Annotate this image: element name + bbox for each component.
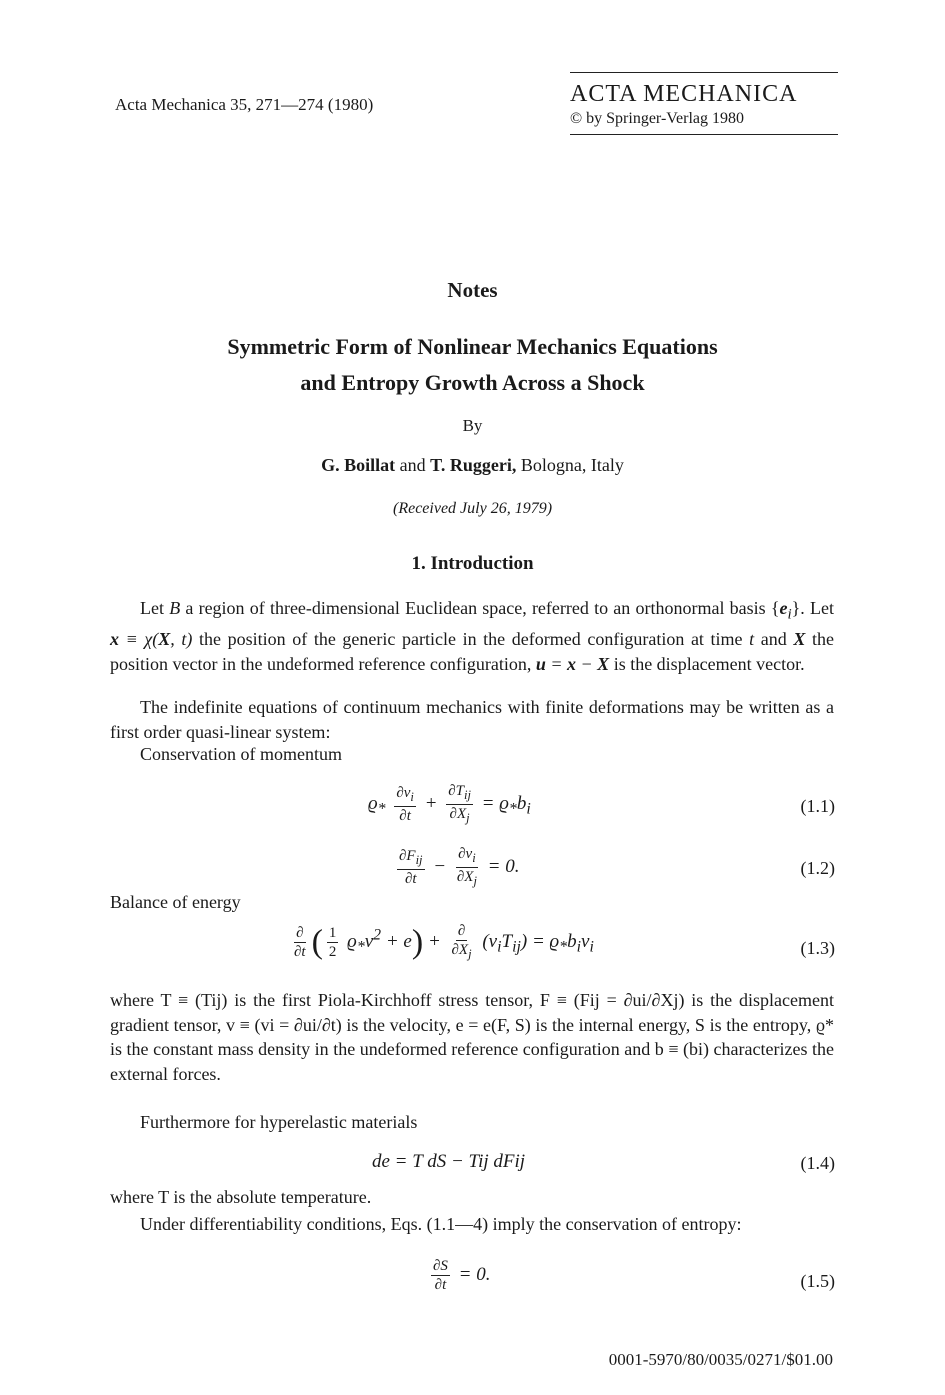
author-1: G. Boillat bbox=[321, 455, 396, 475]
equation-number-1-3: (1.3) bbox=[800, 938, 835, 958]
received-date: (Received July 26, 1979) bbox=[392, 500, 553, 517]
author-2: T. Ruggeri, bbox=[430, 455, 517, 475]
equation-number-1-5: (1.5) bbox=[800, 1271, 835, 1291]
equation-number-1-1: (1.1) bbox=[800, 796, 835, 816]
equation-1-5: $\frac{\partial S}{\partial t}$ = 0. bbox=[433, 1258, 491, 1293]
paragraph-2: The indefinite equations of continuum mechanics with finite deformations may be written as a first order quasi-linear system: bbox=[110, 697, 834, 742]
label-energy: Balance of energy bbox=[110, 892, 241, 912]
label-momentum: Conservation of momentum bbox=[140, 744, 342, 764]
equation-number-1-2: (1.2) bbox=[800, 858, 835, 878]
author-and: and bbox=[399, 455, 426, 475]
equation-1-2: $\frac{\partial F_{ij}}{\partial t}$ − $\frac{\partial v_i}{\partial X_j}$ = 0. bbox=[399, 846, 520, 888]
title-line-2: and Entropy Growth Across a Shock bbox=[300, 370, 645, 395]
journal-box bbox=[570, 72, 838, 135]
equation-1-4: de = T dS − Tij dFij bbox=[372, 1151, 526, 1172]
paragraph-3: where T ≡ (Tij) is the first Piola-Kirchhoff stress tensor, F ≡ (Fij = ∂ui/∂Xj) is the displacement gradient tensor, v ≡ (vi = ∂ui/∂t) is the velocity, e = e(F, S) is the internal energy, S is the entropy, ϱ* is the constant mass density in the undeformed reference configuration and b ≡ (bi) characterizes the external forces. bbox=[110, 990, 834, 1084]
journal-name: ACTA MECHANICA bbox=[570, 81, 798, 107]
section-label: Notes bbox=[447, 278, 498, 302]
citation: Acta Mechanica 35, 271—274 (1980) bbox=[115, 95, 374, 114]
footer-code: 0001-5970/80/0035/0271/$01.00 bbox=[608, 1350, 833, 1369]
paragraph-6: Under differentiability conditions, Eqs. (1.1—4) imply the conservation of entropy: bbox=[140, 1214, 742, 1234]
paragraph-4: Furthermore for hyperelastic materials bbox=[140, 1112, 418, 1132]
copyright: © by Springer-Verlag 1980 bbox=[570, 110, 745, 127]
paragraph-5: where T is the absolute temperature. bbox=[110, 1187, 372, 1207]
by-line: By bbox=[462, 416, 483, 435]
author-location: Bologna, Italy bbox=[520, 455, 624, 475]
equation-1-1: $ϱ_*$ $\frac{\partial v_i}{\partial t}$ + $\frac{\partial T_{ij}}{\partial X_j}$ = $ϱ_*b_i$ bbox=[368, 783, 531, 825]
equation-1-3: $\frac{\partial}{\partial t}$ ( $\frac{1}{2}$ $ϱ_*v^2 + e$) + $\frac{\partial}{\partial X_j}$ $(v_iT_{ij}) = ϱ_*b_iv_i$ bbox=[294, 923, 594, 961]
equation-number-1-4: (1.4) bbox=[800, 1153, 835, 1173]
paragraph-1: Let B a region of three-dimensional Euclidean space, referred to an orthonormal basis $\{e_i\}$. Let x ≡ χ(X, t) the position of the generic particle in the deformed configuration at time t and X the position vector in the undeformed reference configuration, u = x − X is the displacement vector. bbox=[110, 598, 834, 674]
section-heading: 1. Introduction bbox=[411, 553, 534, 574]
title-line-1: Symmetric Form of Nonlinear Mechanics Equations bbox=[227, 334, 718, 359]
authors bbox=[0, 455, 945, 476]
